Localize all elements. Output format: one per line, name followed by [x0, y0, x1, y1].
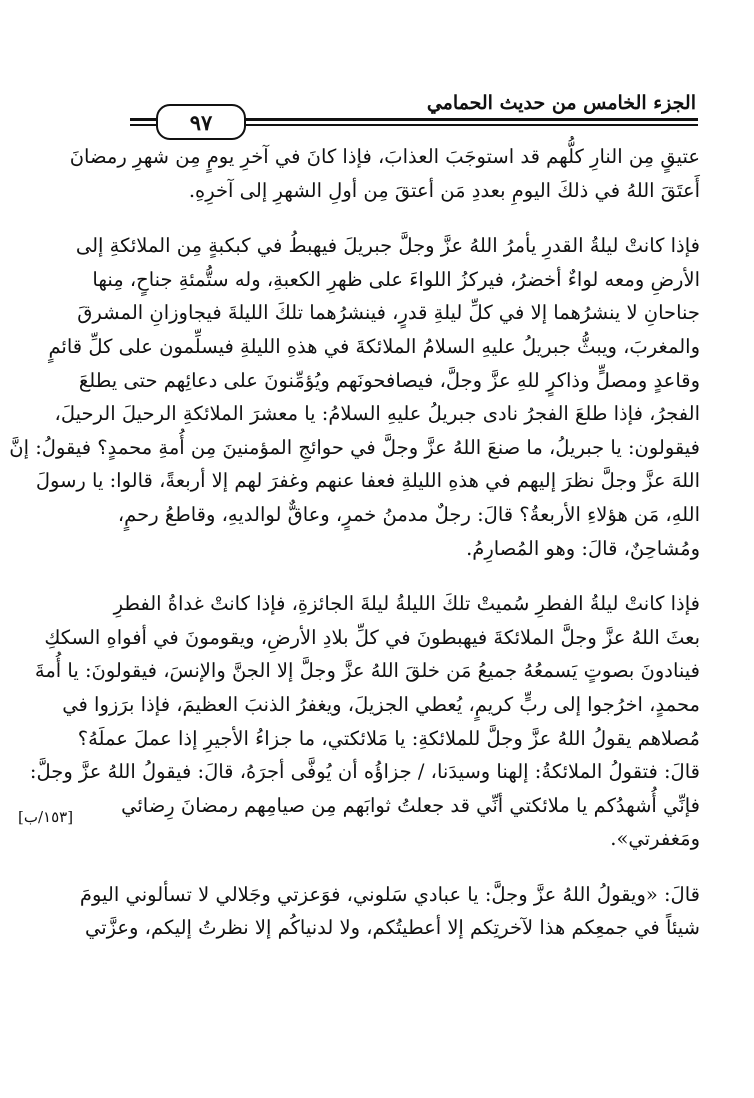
running-header: [130, 86, 698, 148]
text-line: قالَ: فتقولُ الملائكةُ: إلهنا وسيدَنا، / جزاؤُه أن يُوفَّى أجرَهُ، قالَ: فيقولُ اللهُ عزَّ وجلَّ:: [29, 760, 700, 784]
text-line: جناحانِ لا ينشرُهما إلا في كلِّ ليلةِ قدرٍ، فينشرُهما تلكَ الليلةَ فيجاوزانِ المشرقَ: [77, 301, 700, 325]
text-line: محمدٍ، اخرُجوا إلى ربٍّ كريمٍ، يُعطي الجزيلَ، ويغفرُ الذنبَ العظيمَ، فإذا برَزوا في: [62, 692, 700, 716]
text-line: وقاعدٍ ومصلٍّ وذاكرٍ للهِ عزَّ وجلَّ، فيصافحونَهم ويُؤمِّنونَ على دعائِهم حتى يطلعَ: [78, 368, 700, 392]
paragraph-gap: [128, 565, 700, 587]
text-line: فإذا كانتْ ليلةُ القدرِ يأمرُ اللهُ عزَّ وجلَّ جبريلَ فيهبطُ في كبكبةٍ مِن الملائكةِ إلى: [75, 234, 700, 258]
paragraph: [79, 878, 700, 945]
text-line: مُصلاهم يقولُ اللهُ عزَّ وجلَّ للملائكةِ: يا مَلائكتي، ما جزاءُ الأجيرِ إذا عملَ عملَهُ؟: [77, 726, 700, 750]
text-line: والمغربَ، ويبثُّ جبريلُ عليهِ السلامُ الملائكةَ في هذهِ الليلةِ فيسلِّمون على كلِّ قائمٍ: [48, 334, 700, 358]
text-line: عتيقٍ مِن النارِ كلُّهم قد استوجَبَ العذابَ، فإذا كانَ في آخرِ يومٍ مِن شهرِ رمضانَ: [69, 145, 700, 168]
text-line: فإذا كانتْ ليلةُ الفطرِ سُميتْ تلكَ الليلةُ ليلةَ الجائزةِ، فإذا كانتْ غداةُ الفطرِ: [113, 592, 700, 616]
text-line: أَعتَقَ اللهُ في ذلكَ اليومِ بعددِ مَن أعتقَ مِن أولِ الشهرِ إلى آخرِهِ.: [188, 178, 700, 202]
text-line: ومُشاحِنٌ، قالَ: وهو المُصارِمُ.: [466, 536, 700, 560]
manuscript-folio-note: [١٥٣/ب]: [18, 808, 74, 826]
running-header-title: الجزء الخامس من حديث الحمامي: [426, 92, 696, 114]
text-line: فينادونَ بصوتٍ يَسمعُهُ جميعُ مَن خلقَ اللهُ عزَّ وجلَّ إلا الجنَّ والإنسَ، فيقولونَ: يا أُمةَ: [34, 659, 700, 683]
text-line: الأرضِ ومعه لواءٌ أخضرُ، فيركزُ اللواءَ على ظهرِ الكعبةِ، وله ستُّمئةِ جناحٍ، مِنها: [92, 267, 700, 291]
text-line: اللهِ، مَن هؤلاءِ الأربعةُ؟ قالَ: رجلٌ مدمنُ خمرٍ، وعاقٌّ لوالديهِ، وقاطعُ رحمٍ،: [117, 502, 700, 526]
text-line: اللهَ عزَّ وجلَّ نظرَ إليهم في هذهِ الليلةِ فعفا عنهم وغفرَ لهم إلا أربعةً، قالوا: يا رسولَ: [35, 469, 700, 493]
paragraph: [69, 140, 700, 207]
text-line: فإنِّي أُشهدُكم يا ملائكتي أنِّي قد جعلتُ ثوابَهم مِن صيامِهم رمضانَ رِضائي: [121, 793, 700, 817]
text-line: بعثَ اللهُ عزَّ وجلَّ الملائكةَ فيهبطونَ في كلِّ بلادِ الأرضِ، ويقومونَ في أفواهِ السككِ: [44, 625, 700, 649]
text-line: الفجرُ، فإذا طلعَ الفجرُ نادى جبريلُ عليهِ السلامُ: يا معشرَ الملائكةِ الرحيلَ الرحيلَ،: [54, 402, 700, 426]
page-number: ٩٧: [156, 104, 246, 140]
paragraph-gap: [128, 207, 700, 229]
paragraph: [9, 229, 700, 565]
paragraph-gap: [128, 856, 700, 878]
text-line: فيقولون: يا جبريلُ، ما صنعَ اللهُ عزَّ وجلَّ في حوائجِ المؤمنينَ مِن أُمةِ محمدٍ؟ فيقولُ: إنَّ: [9, 435, 700, 459]
text-line: شيئاً في جمعِكم هذا لآخرتِكم إلا أعطيتُكم، ولا لدنياكُم إلا نظرتُ إليكم، وعزَّتي: [84, 916, 700, 940]
text-line: قالَ: «ويقولُ اللهُ عزَّ وجلَّ: يا عبادي سَلوني، فوَعزتي وجَلالي لا تسألوني اليومَ: [79, 882, 700, 906]
text-line: ومَغفرتي».: [610, 827, 700, 851]
